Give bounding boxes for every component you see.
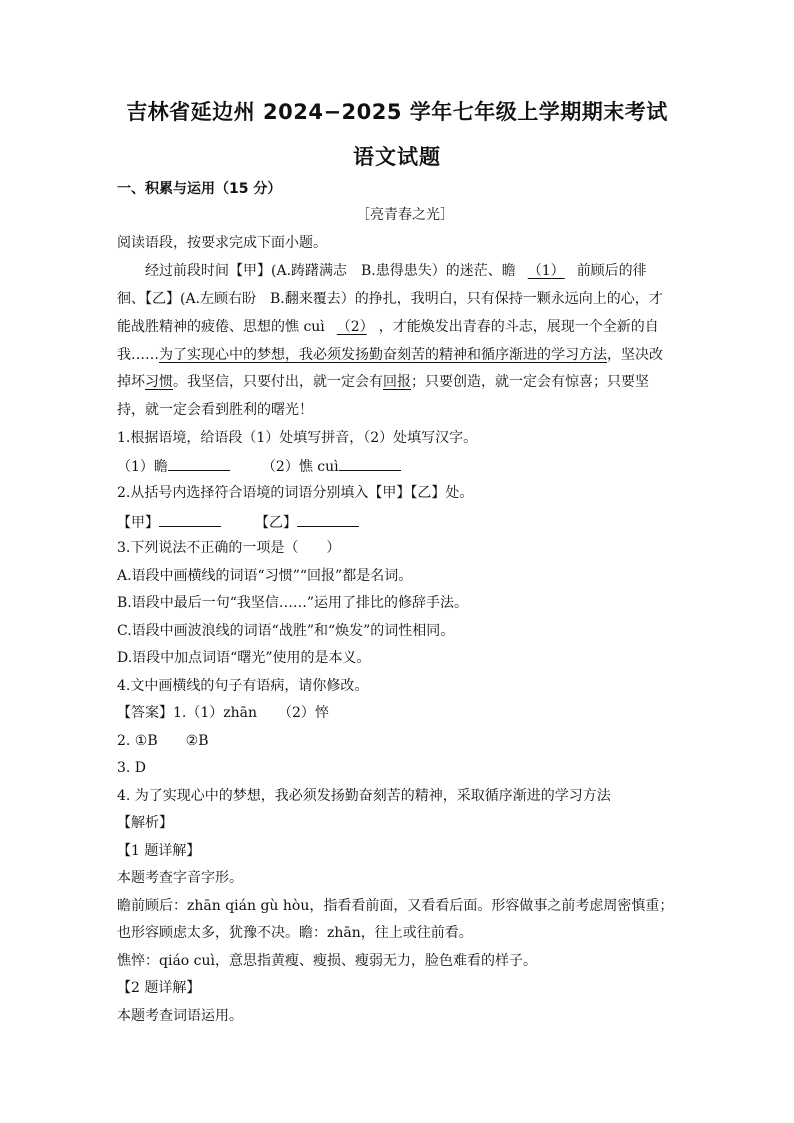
instruction: 阅读语段，按要求完成下面小题。 [117, 235, 327, 251]
underlined-word-habit: 习惯 [145, 374, 173, 390]
analysis-heading: 【解析】 [117, 815, 173, 831]
question-1-answers: （1）瞻 （2）憔 cuì [117, 456, 401, 476]
answer-blank[interactable] [297, 512, 359, 527]
question-1: 1.根据语境，给语段（1）处填写拼音，（2）处填写汉字。 [117, 430, 478, 446]
answer-blank[interactable] [159, 512, 221, 527]
underlined-sentence: 为了实现心中的梦想，我必须发扬勤奋刻苦的精神和循序渐进的学习方法 [159, 347, 607, 363]
passage-line-5: 掉坏习惯。我坚信，只要付出，就一定会有回报；只要创造，就一定会有惊喜；只要坚 [117, 374, 649, 390]
section-heading: 一、积累与运用（15 分） [117, 181, 282, 197]
option-b: B.语段中最后一句“我坚信……”运用了排比的修辞手法。 [117, 595, 469, 611]
blank-2: （2） [336, 319, 367, 335]
option-d: D.语段中加点词语“曙光”使用的是本义。 [117, 650, 371, 666]
answer-4: 4. 为了实现心中的梦想，我必须发扬勤奋刻苦的精神，采取循序渐进的学习方法 [117, 788, 611, 804]
detail-2-heading: 【2 题详解】 [117, 980, 201, 996]
answer-1: 【答案】1.（1）zhān （2）悴 [117, 705, 329, 721]
passage-title: ［亮青春之光］ [356, 207, 454, 223]
answer-blank[interactable] [168, 456, 230, 471]
passage-line-2: 徊、【乙】(A.左顾右盼 B.翻来覆去）的挣扎，我明白，只有保持一颗永远向上的心，才 [117, 291, 663, 307]
option-a: A.语段中画横线的词语“习惯”“回报”都是名词。 [117, 568, 413, 584]
detail-1-line: 瞻前顾后：zhān qián gù hòu，指看看前面，又看看后面。形容做事之前考虑周密慎重； [117, 898, 674, 914]
passage-line-3: 能战胜精神的疲倦、思想的憔 cuì （2） ，才能焕发出青春的斗志，展现一个全新的自 [117, 319, 659, 335]
question-3: 3.下列说法不正确的一项是（ ） [117, 540, 341, 556]
passage-line-1: 经过前段时间【甲】(A.踌躇满志 B.患得患失）的迷茫、瞻 （1） 前顾后的徘 [145, 263, 647, 279]
question-4: 4.文中画横线的句子有语病，请你修改。 [117, 678, 369, 694]
question-2-answers: 【甲】 【乙】 [117, 512, 359, 532]
detail-1-line: 本题考查字音字形。 [117, 870, 243, 886]
detail-1-line: 憔悴：qiáo cuì，意思指黄瘦、瘦损、瘦弱无力，脸色难看的样子。 [117, 953, 537, 969]
answer-2: 2. ①B ②B [117, 733, 209, 749]
detail-1-heading: 【1 题详解】 [117, 843, 201, 859]
option-c: C.语段中画波浪线的词语“战胜”和“焕发”的词性相同。 [117, 623, 455, 639]
page-subtitle: 语文试题 [353, 145, 441, 169]
detail-1-line: 也形容顾虑太多，犹豫不决。瞻：zhān，往上或往前看。 [117, 925, 473, 941]
blank-1: （1） [527, 263, 565, 279]
page-title: 吉林省延边州 2024−2025 学年七年级上学期期末考试 [126, 100, 668, 124]
answer-3: 3. D [117, 760, 147, 776]
underlined-word-return: 回报 [383, 374, 411, 390]
question-2: 2.从括号内选择符合语境的词语分别填入【甲】【乙】处。 [117, 485, 474, 501]
passage-line-6: 持，就一定会看到胜利的曙光！ [117, 402, 313, 418]
passage-line-4: 我……为了实现心中的梦想，我必须发扬勤奋刻苦的精神和循序渐进的学习方法，坚决改 [117, 347, 663, 363]
detail-2-line: 本题考查词语运用。 [117, 1008, 243, 1024]
answer-blank[interactable] [339, 456, 401, 471]
